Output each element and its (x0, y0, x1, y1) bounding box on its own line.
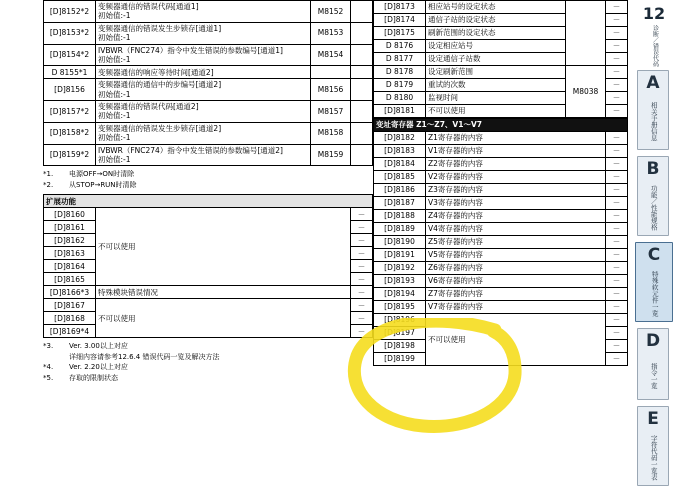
value-cell: － (605, 132, 627, 145)
table-row (374, 288, 628, 301)
device-cell: [D]8159*2 (44, 144, 96, 166)
description-cell: V6寄存器的内容 (426, 275, 606, 288)
value-cell: － (606, 1, 628, 14)
value-cell: － (606, 14, 628, 27)
tab-b-specifications[interactable] (637, 156, 669, 236)
value-cell: － (606, 53, 628, 66)
table-row (44, 79, 373, 101)
device-cell: [D]8196 (374, 314, 426, 327)
tab-letter: A (646, 73, 660, 93)
value-cell: － (606, 40, 628, 53)
device-cell: [D]8189 (374, 223, 426, 236)
description-cell: Z1寄存器的内容 (426, 132, 606, 145)
value-cell (351, 44, 373, 66)
special-m-cell: M8157 (311, 101, 351, 123)
device-cell: [D]8174 (374, 14, 426, 27)
tab-label: 功能／性能规格 (649, 184, 658, 231)
description-cell: Z5寄存器的内容 (426, 236, 606, 249)
value-cell: － (350, 286, 372, 299)
device-cell: [D]8162 (44, 234, 96, 247)
description-cell: 变频器通信的错误代码[通道2] 初始值:-1 (96, 101, 311, 123)
table-row (374, 262, 628, 275)
value-cell: － (605, 262, 627, 275)
tab-label: 特殊软元件一览 (650, 270, 659, 317)
description-cell: Z3寄存器的内容 (426, 184, 606, 197)
value-cell: － (605, 288, 627, 301)
device-cell: [D]8157*2 (44, 101, 96, 123)
special-m-cell: M8153 (311, 22, 351, 44)
value-cell (351, 22, 373, 44)
special-m-cell: M8154 (311, 44, 351, 66)
table-row (374, 132, 628, 145)
table-row (374, 145, 628, 158)
left-notes-bottom (43, 341, 373, 383)
description-cell: 监视时间 (426, 92, 566, 105)
value-cell: － (605, 249, 627, 262)
special-m-cell (566, 1, 606, 66)
device-cell: [D]8153*2 (44, 22, 96, 44)
index-register-section-header (374, 119, 628, 132)
description-cell: Z7寄存器的内容 (426, 288, 606, 301)
table-row (44, 122, 373, 144)
value-cell (351, 79, 373, 101)
note-text: 从STOP→RUN时清除 (69, 180, 137, 189)
value-cell: － (350, 312, 372, 325)
table-row (44, 144, 373, 166)
table-row (374, 301, 628, 314)
device-cell: D 8155*1 (44, 66, 96, 79)
description-cell: 设定通信子站数 (426, 53, 566, 66)
table-row (44, 101, 373, 123)
device-cell: [D]8168 (44, 312, 96, 325)
table-row (374, 158, 628, 171)
left-notes-top (43, 169, 373, 190)
value-cell: － (350, 299, 372, 312)
description-cell: 变频器通信的通信中的步编号[通道2] 初始值:-1 (96, 79, 311, 101)
device-cell: [D]8188 (374, 210, 426, 223)
note-mark (43, 352, 69, 363)
description-cell: 变频器通信的错误发生步锁存[通道1] 初始值:-1 (96, 22, 311, 44)
description-cell: V4寄存器的内容 (426, 223, 606, 236)
special-m-cell: M8152 (311, 1, 351, 23)
device-cell: [D]8198 (374, 340, 426, 353)
value-cell (351, 122, 373, 144)
device-cell: [D]8184 (374, 158, 426, 171)
device-cell: [D]8167 (44, 299, 96, 312)
note-text: 电源OFF→ON时清除 (69, 170, 135, 179)
device-cell: D 8178 (374, 66, 426, 79)
description-cell: V1寄存器的内容 (426, 145, 606, 158)
description-cell: 变频器通信的错误发生步锁存[通道2] 初始值:-1 (96, 122, 311, 144)
device-cell: [D]8197 (374, 327, 426, 340)
table-row (374, 236, 628, 249)
value-cell: － (605, 223, 627, 236)
device-cell: [D]8164 (44, 260, 96, 273)
value-cell: － (605, 158, 627, 171)
tab-letter: C (647, 245, 661, 265)
device-cell: [D]8175 (374, 27, 426, 40)
side-tab-bar (628, 0, 673, 495)
device-cell: [D]8191 (374, 249, 426, 262)
tab-chapter-12[interactable] (639, 2, 669, 68)
note-mark: *5. (43, 373, 54, 382)
tab-label: 字符代码一览表 (649, 434, 658, 481)
description-cell: 不可以使用 (96, 208, 351, 286)
note-text: Ver. 3.00以上对应 (69, 342, 128, 351)
table-row (44, 1, 373, 23)
description-cell: Z4寄存器的内容 (426, 210, 606, 223)
value-cell: － (605, 314, 627, 327)
table-row (374, 184, 628, 197)
description-cell: Z6寄存器的内容 (426, 262, 606, 275)
note-mark: *2. (43, 180, 54, 189)
expansion-function-table (43, 194, 373, 338)
index-register-table (373, 118, 628, 366)
description-cell: 变频器通信的响应等待时间[通道2] (96, 66, 311, 79)
value-cell: － (606, 27, 628, 40)
description-cell: 刷新范围的设定状态 (426, 27, 566, 40)
inverter-communication-table (43, 0, 373, 166)
table-row (374, 1, 628, 14)
value-cell: － (350, 273, 372, 286)
device-cell: [D]8195 (374, 301, 426, 314)
value-cell: － (605, 340, 627, 353)
table-row (44, 299, 373, 312)
value-cell: － (605, 301, 627, 314)
description-cell: 设定相应站号 (426, 40, 566, 53)
value-cell: － (606, 105, 628, 118)
description-cell: IVBWR（FNC274）指令中发生错误的参数编号[通道1] 初始值:-1 (96, 44, 311, 66)
value-cell: － (605, 327, 627, 340)
table-row (44, 208, 373, 221)
device-cell: [D]8161 (44, 221, 96, 234)
device-cell: [D]8160 (44, 208, 96, 221)
device-cell: [D]8199 (374, 353, 426, 366)
tab-d-instruction-list[interactable] (637, 328, 669, 400)
description-cell: 相应站号的设定状态 (426, 1, 566, 14)
index-register-section-title: 变址寄存器 Z1～Z7、V1～V7 (374, 119, 628, 132)
table-row (44, 22, 373, 44)
table-row (44, 66, 373, 79)
device-cell: D 8177 (374, 53, 426, 66)
value-cell: － (605, 210, 627, 223)
table-row (374, 275, 628, 288)
description-cell: 设定刷新范围 (426, 66, 566, 79)
value-cell: － (605, 275, 627, 288)
table-row (374, 223, 628, 236)
device-cell: [D]8152*2 (44, 1, 96, 23)
table-row (374, 66, 628, 79)
special-m-cell: M8158 (311, 122, 351, 144)
note-mark: *3. (43, 342, 54, 351)
value-cell: － (606, 66, 628, 79)
table-row (374, 210, 628, 223)
special-m-cell: M8159 (311, 144, 351, 166)
device-cell: [D]8185 (374, 171, 426, 184)
device-cell: [D]8192 (374, 262, 426, 275)
value-cell: － (350, 325, 372, 338)
tab-letter: D (645, 331, 661, 351)
value-cell: － (605, 197, 627, 210)
note-text: 存取的限制状态 (69, 373, 118, 382)
device-cell: [D]8182 (374, 132, 426, 145)
device-cell: [D]8186 (374, 184, 426, 197)
description-cell: IVBWR（FNC274）指令中发生错误的参数编号[通道2] 初始值:-1 (96, 144, 311, 166)
tab-chapter-number: 12 (642, 4, 666, 23)
description-cell: 重试的次数 (426, 79, 566, 92)
value-cell: － (350, 247, 372, 260)
device-cell: [D]8169*4 (44, 325, 96, 338)
value-cell: － (605, 171, 627, 184)
tab-label: 指令一览 (649, 362, 658, 389)
description-cell: V7寄存器的内容 (426, 301, 606, 314)
description-cell: 特殊模块错误情况 (96, 286, 351, 299)
note-mark: *1. (43, 170, 54, 179)
device-cell: [D]8181 (374, 105, 426, 118)
device-cell: D 8180 (374, 92, 426, 105)
left-column (43, 0, 373, 383)
value-cell: － (350, 260, 372, 273)
device-cell: D 8179 (374, 79, 426, 92)
note-text: 详细内容请参考12.6.4 错误代码一览及解决方法 (69, 352, 220, 361)
description-cell: V2寄存器的内容 (426, 171, 606, 184)
special-m-cell: M8038 (566, 66, 606, 118)
table-row (374, 171, 628, 184)
note-mark: *4. (43, 363, 54, 372)
expansion-section-header (44, 195, 373, 208)
description-cell: 不可以使用 (426, 105, 566, 118)
special-m-cell (311, 66, 351, 79)
value-cell: － (350, 221, 372, 234)
device-cell: [D]8183 (374, 145, 426, 158)
link-settings-table (373, 0, 628, 118)
tab-letter: B (646, 159, 660, 179)
description-cell: 变频器通信的错误代码[通道1] 初始值:-1 (96, 1, 311, 23)
device-cell: [D]8190 (374, 236, 426, 249)
special-m-cell: M8156 (311, 79, 351, 101)
description-cell: 不可以使用 (96, 299, 351, 338)
device-cell: [D]8154*2 (44, 44, 96, 66)
description-cell: 不可以使用 (426, 314, 606, 366)
device-cell: [D]8187 (374, 197, 426, 210)
tab-a-related-manuals[interactable] (637, 70, 669, 150)
device-cell: [D]8158*2 (44, 122, 96, 144)
value-cell (351, 1, 373, 23)
table-row (374, 249, 628, 262)
value-cell: － (605, 236, 627, 249)
expansion-section-title: 扩展功能 (44, 195, 373, 208)
value-cell (351, 66, 373, 79)
table-row (374, 197, 628, 210)
device-cell: D 8176 (374, 40, 426, 53)
device-cell: [D]8165 (44, 273, 96, 286)
value-cell: － (605, 145, 627, 158)
table-row (44, 44, 373, 66)
tab-label: 相关手册信息 (649, 102, 658, 142)
tab-c-special-devices[interactable] (635, 242, 673, 322)
description-cell: 通信子站的设定状态 (426, 14, 566, 27)
table-row (374, 314, 628, 327)
device-cell: [D]8166*3 (44, 286, 96, 299)
value-cell: － (606, 79, 628, 92)
value-cell: － (350, 208, 372, 221)
note-text: Ver. 2.20以上对应 (69, 363, 128, 372)
tab-letter: E (647, 409, 659, 429)
value-cell (351, 101, 373, 123)
device-cell: [D]8173 (374, 1, 426, 14)
value-cell: － (350, 234, 372, 247)
tab-e-character-codes[interactable] (637, 406, 669, 486)
device-cell: [D]8193 (374, 275, 426, 288)
right-column (373, 0, 628, 366)
device-cell: [D]8163 (44, 247, 96, 260)
value-cell: － (605, 353, 627, 366)
description-cell: V5寄存器的内容 (426, 249, 606, 262)
value-cell (351, 144, 373, 166)
table-row (44, 286, 373, 299)
value-cell: － (605, 184, 627, 197)
description-cell: Z2寄存器的内容 (426, 158, 606, 171)
value-cell: － (606, 92, 628, 105)
device-cell: [D]8194 (374, 288, 426, 301)
device-cell: [D]8156 (44, 79, 96, 101)
tab-chapter-label: 诊断／错误代码 (651, 25, 659, 68)
description-cell: V3寄存器的内容 (426, 197, 606, 210)
